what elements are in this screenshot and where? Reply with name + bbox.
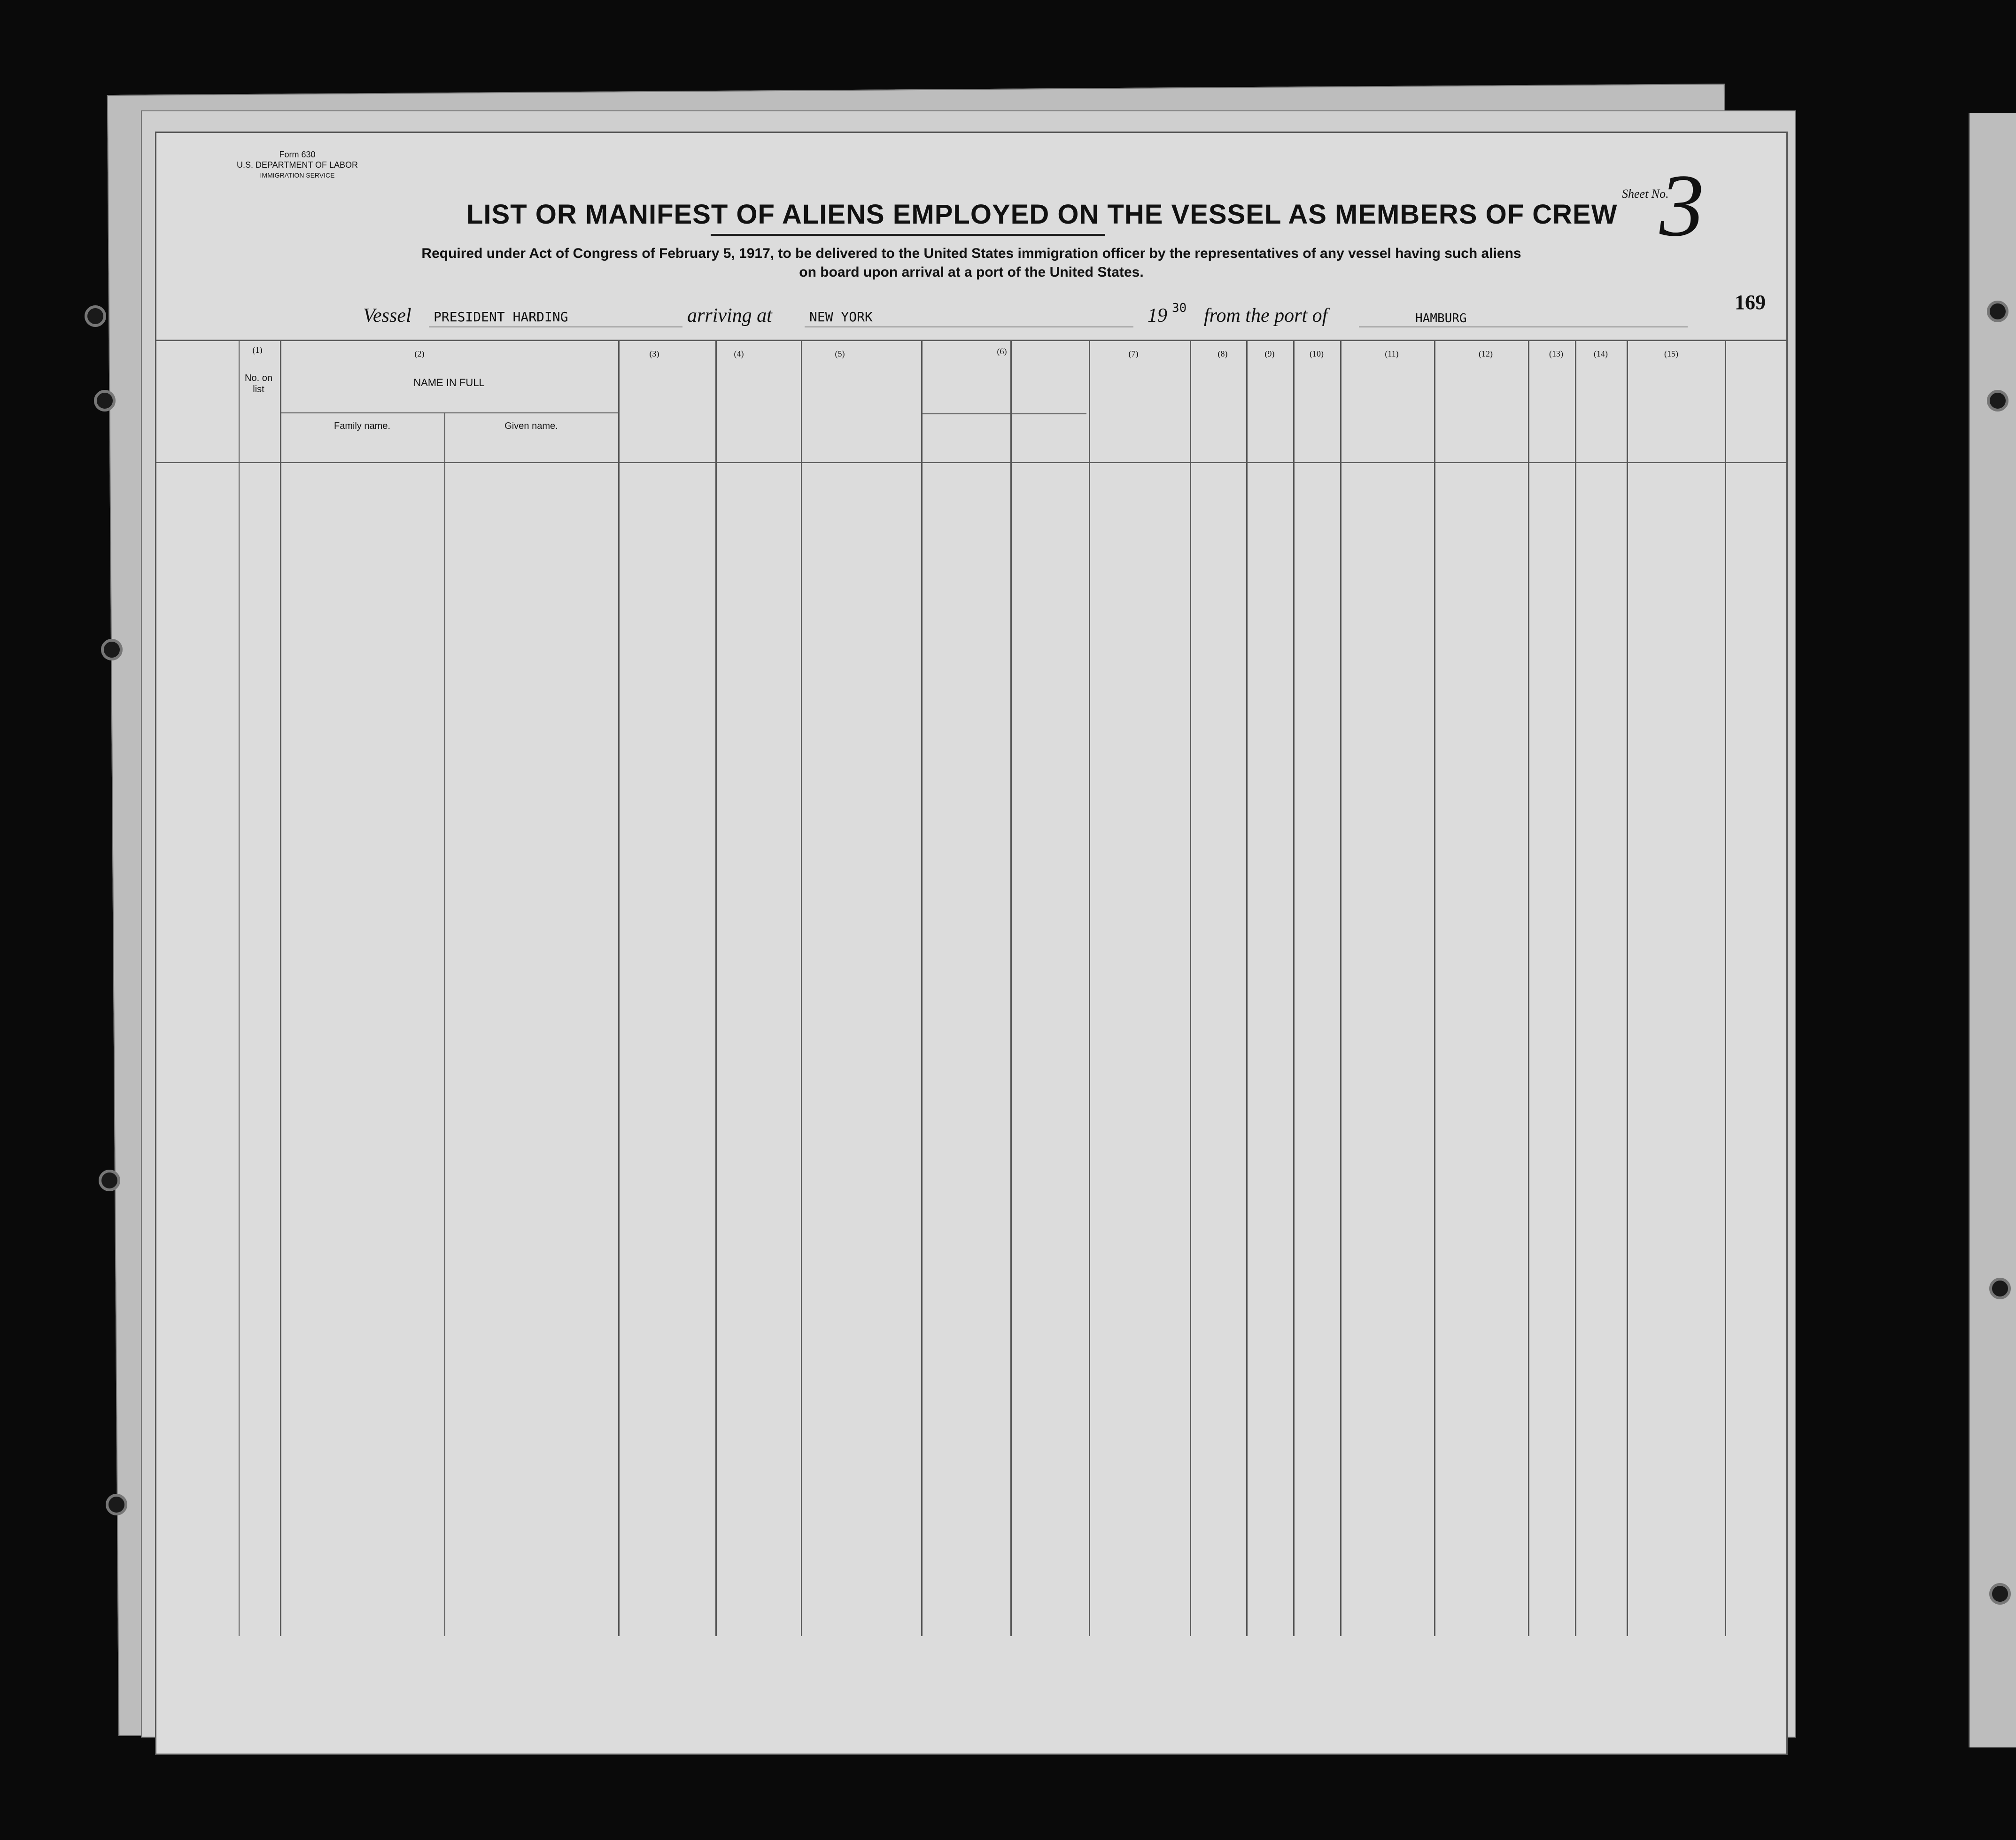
arriving-port: NEW YORK	[809, 309, 873, 325]
binder-hole	[85, 305, 106, 327]
column-divider	[715, 340, 717, 1636]
col-num-9: (9)	[1264, 349, 1275, 358]
form-number: Form 630	[279, 150, 316, 159]
column-divider	[1089, 340, 1090, 1636]
col-num-13: (13)	[1549, 349, 1563, 358]
col-num-10: (10)	[1310, 349, 1324, 358]
header-name-in-full: NAME IN FULL	[413, 377, 485, 388]
column-divider	[1528, 340, 1529, 1636]
col-num-3: (3)	[649, 349, 659, 358]
vessel-rule	[429, 326, 682, 327]
col-num-8: (8)	[1217, 349, 1228, 358]
header-family-name: Family name.	[333, 421, 391, 431]
binder-hole	[101, 639, 123, 660]
binder-hole	[1989, 1278, 2011, 1299]
sub-column-divider	[1010, 413, 1011, 1636]
year-suffix: 30	[1172, 301, 1187, 315]
col-num-7: (7)	[1128, 349, 1139, 358]
page-title: LIST OR MANIFEST OF ALIENS EMPLOYED ON THE VESSEL AS MEMBERS OF CREW	[466, 199, 1618, 230]
table-top-rule	[156, 340, 1786, 341]
subtitle-line-1: Required under Act of Congress of February 5, 1917, to be delivered to the United States immigration officer by the representatives of any vessel having such aliens	[421, 246, 1521, 261]
title-underline	[711, 234, 1105, 236]
col-num-6: (6)	[997, 347, 1007, 356]
column-divider	[618, 340, 620, 1636]
sheet-label: Sheet No.	[1622, 187, 1669, 201]
header-bottom-rule	[156, 462, 1786, 463]
binder-hole	[1987, 301, 2008, 322]
header-given-name: Given name.	[504, 421, 558, 431]
column-divider	[801, 340, 802, 1636]
column-divider	[1725, 340, 1726, 1636]
form-dept: U.S. DEPARTMENT OF LABOR	[236, 160, 358, 170]
column-divider	[280, 340, 281, 1636]
sheet-number: 3	[1659, 156, 1704, 255]
form-block	[222, 149, 372, 180]
column-divider	[1293, 340, 1295, 1636]
vessel-name: PRESIDENT HARDING	[434, 309, 568, 325]
col-num-15: (15)	[1664, 349, 1678, 358]
from-port-label: from the port of	[1204, 305, 1328, 326]
col-num-5: (5)	[835, 349, 845, 358]
manifest-sheet	[155, 132, 1788, 1755]
shipped-sub-rule	[921, 413, 1086, 414]
col-num-2: (2)	[414, 349, 425, 358]
col-num-1: (1)	[252, 345, 263, 355]
form-service: IMMIGRATION SERVICE	[260, 171, 335, 179]
column-divider	[1246, 340, 1248, 1636]
col-num-14: (14)	[1594, 349, 1608, 358]
binder-hole	[1989, 1583, 2011, 1605]
binder-hole	[106, 1494, 127, 1515]
column-divider	[1190, 340, 1191, 1636]
page-number: 169	[1735, 291, 1766, 314]
column-divider	[1575, 340, 1576, 1636]
subtitle-line-2: on board upon arrival at a port of the United States.	[799, 264, 1144, 280]
column-divider	[1340, 340, 1341, 1636]
binder-hole	[94, 390, 116, 411]
name-sub-rule	[280, 412, 618, 413]
column-divider	[1434, 340, 1435, 1636]
column-divider	[921, 340, 923, 1636]
binder-hole	[1987, 390, 2008, 411]
year-prefix: 19	[1148, 305, 1167, 326]
column-divider	[239, 340, 240, 1636]
col-num-11: (11)	[1385, 349, 1399, 358]
col-num-12: (12)	[1479, 349, 1493, 358]
from-rule	[1359, 326, 1688, 327]
vessel-label: Vessel	[363, 305, 411, 326]
col-num-4: (4)	[734, 349, 744, 358]
arrive-rule	[805, 326, 1133, 327]
column-divider	[1627, 340, 1628, 1636]
header-no-on-list: No. on list	[245, 373, 272, 395]
adjacent-page-strip	[1968, 113, 2016, 1747]
binder-hole	[99, 1170, 120, 1191]
arriving-label: arriving at	[687, 305, 772, 326]
sub-column-divider	[444, 413, 445, 1636]
from-port: HAMBURG	[1415, 311, 1467, 326]
